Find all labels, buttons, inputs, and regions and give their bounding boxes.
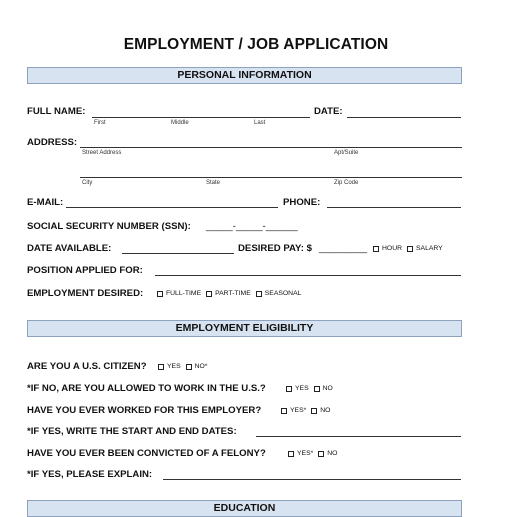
checkbox-icon[interactable] [158,364,164,370]
zip-code-caption: Zip Code [334,180,359,186]
checkbox-icon[interactable] [288,451,294,457]
desired-pay-label: DESIRED PAY: $ [238,243,312,254]
explain-field[interactable] [163,479,461,480]
position-label: POSITION APPLIED FOR: [27,265,143,276]
checkbox-icon[interactable] [314,386,320,392]
last-name-caption: Last [254,120,266,126]
position-field[interactable] [155,275,461,276]
felony-options [288,450,342,457]
citizen-question: ARE YOU A U.S. CITIZEN? [27,361,147,372]
checkbox-icon[interactable] [311,408,317,414]
desired-pay-field[interactable]: _________ [319,243,368,254]
felony-option-label: NO [327,450,338,457]
checkbox-icon[interactable] [157,291,163,297]
street-address-field[interactable] [80,147,462,148]
pay-type-options [373,245,448,252]
phone-field[interactable] [327,207,461,208]
allowed-option-label: NO [322,385,333,392]
felony-option-label: YES* [297,450,314,457]
checkbox-icon[interactable] [318,451,324,457]
checkbox-icon[interactable] [256,291,262,297]
citizen-options [158,363,212,370]
document-title: EMPLOYMENT / JOB APPLICATION [123,36,389,53]
employment-option-label: PART-TIME [215,290,251,297]
checkbox-icon[interactable] [281,408,287,414]
apt-suite-caption: Apt/Suite [334,150,359,156]
explain-question: *IF YES, PLEASE EXPLAIN: [27,469,153,480]
felony-option-yes[interactable] [288,450,313,457]
citizen-option-label: NO* [194,363,208,370]
employment-desired-label: EMPLOYMENT DESIRED: [27,288,144,299]
worked-before-question: HAVE YOU EVER WORKED FOR THIS EMPLOYER? [27,405,262,416]
citizen-option-no[interactable] [186,363,208,370]
citizen-option-yes[interactable] [158,363,181,370]
start-end-dates-question: *IF YES, WRITE THE START AND END DATES: [27,426,237,437]
checkbox-icon[interactable] [206,291,212,297]
pay-option-label: HOUR [382,245,403,252]
email-field[interactable] [66,207,278,208]
checkbox-icon[interactable] [373,246,379,252]
allowed-to-work-question: *IF NO, ARE YOU ALLOWED TO WORK IN THE U.S.? [27,383,266,394]
ssn-field[interactable]: _____-_____-______ [206,221,298,232]
employment-option-full-time[interactable] [157,290,201,297]
employment-option-seasonal[interactable] [256,290,302,297]
allowed-option-no[interactable] [314,385,333,392]
date-field[interactable] [347,117,461,118]
felony-question: HAVE YOU EVER BEEN CONVICTED OF A FELONY? [27,448,266,459]
employment-option-part-time[interactable] [206,290,251,297]
section-employment-eligibility: EMPLOYMENT ELIGIBILITY [27,320,462,337]
middle-name-caption: Middle [171,120,189,126]
employment-desired-options [157,290,306,297]
street-address-caption: Street Address [82,150,122,156]
felony-option-no[interactable] [318,450,337,457]
worked-option-label: NO [320,407,331,414]
section-personal-information: PERSONAL INFORMATION [27,67,462,84]
ssn-label: SOCIAL SECURITY NUMBER (SSN): [27,221,191,232]
first-name-caption: First [94,120,106,126]
worked-option-yes[interactable] [281,407,306,414]
pay-option-hour[interactable] [373,245,402,252]
state-caption: State [206,180,221,186]
worked-option-no[interactable] [311,407,330,414]
city-state-zip-field[interactable] [80,177,462,178]
phone-label: PHONE: [283,197,321,208]
employment-option-label: FULL-TIME [166,290,202,297]
section-education: EDUCATION [27,500,462,517]
allowed-option-yes[interactable] [286,385,309,392]
date-label: DATE: [314,106,343,117]
checkbox-icon[interactable] [186,364,192,370]
allowed-option-label: YES [295,385,309,392]
address-label: ADDRESS: [27,137,78,148]
pay-option-label: SALARY [416,245,443,252]
city-caption: City [82,180,93,186]
pay-option-salary[interactable] [407,245,443,252]
employment-option-label: SEASONAL [264,290,302,297]
full-name-field[interactable] [92,117,310,118]
worked-before-options [281,407,335,414]
date-available-label: DATE AVAILABLE: [27,243,112,254]
date-available-field[interactable] [122,253,234,254]
citizen-option-label: YES [167,363,181,370]
email-label: E-MAIL: [27,197,64,208]
allowed-to-work-options [286,385,338,392]
full-name-label: FULL NAME: [27,106,86,117]
checkbox-icon[interactable] [407,246,413,252]
checkbox-icon[interactable] [286,386,292,392]
worked-option-label: YES* [290,407,307,414]
start-end-dates-field[interactable] [256,436,461,437]
